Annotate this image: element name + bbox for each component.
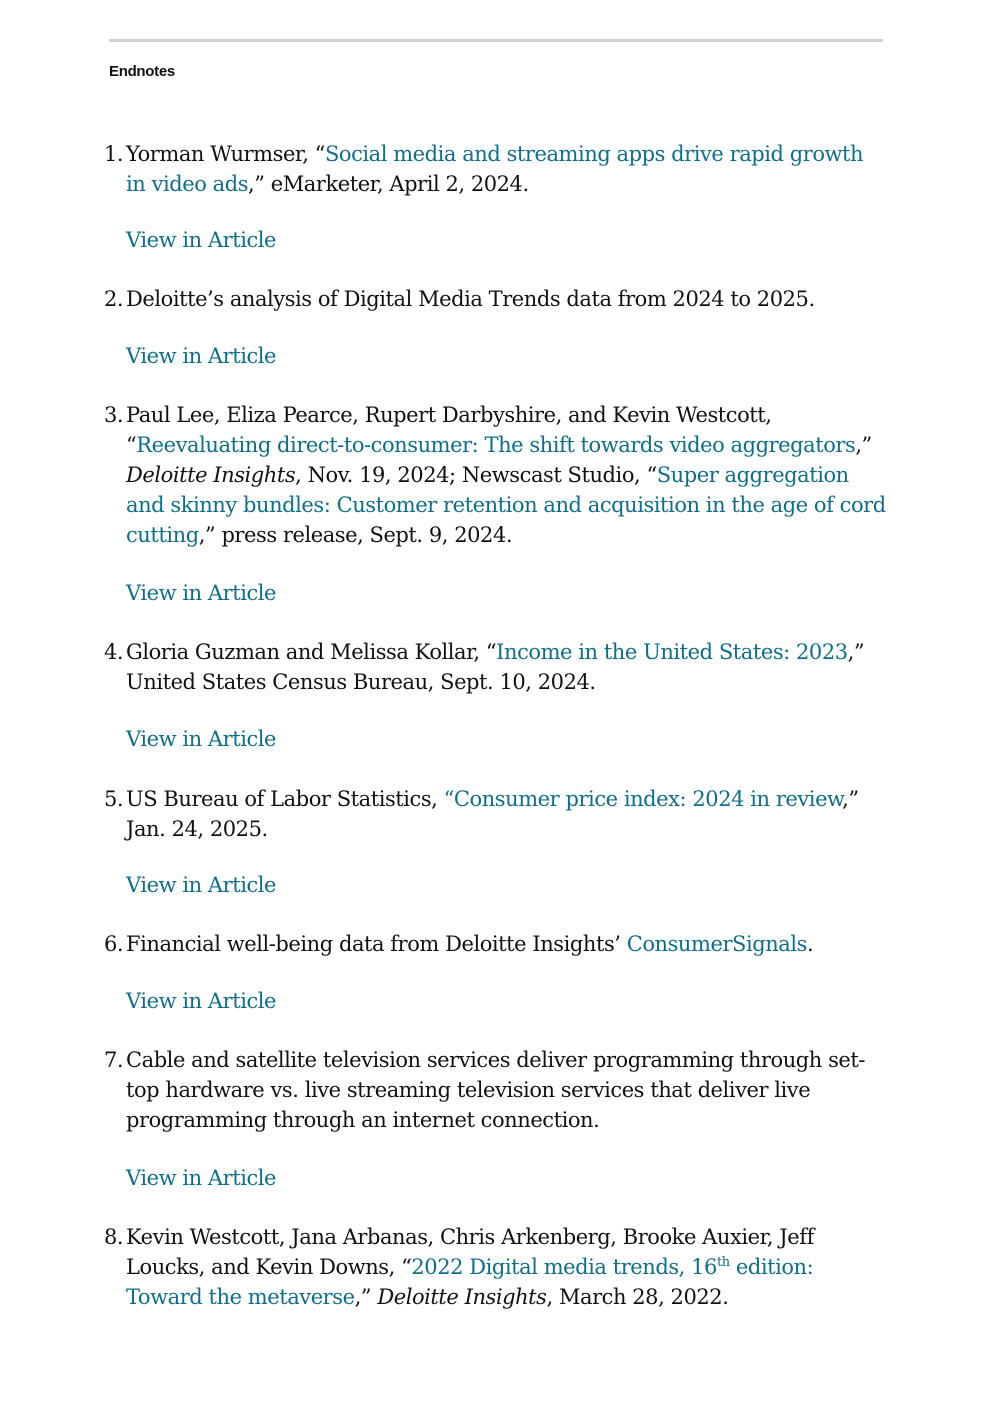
- view-in-article-link[interactable]: View in Article: [126, 228, 277, 252]
- endnote-8: [104, 1222, 886, 1312]
- endnote-number: 3.: [104, 403, 124, 427]
- endnote-text: ,” Jan. 24, 2025.: [126, 787, 859, 841]
- endnote-number: 7.: [104, 1048, 124, 1072]
- endnote-link-text: 2022 Digital media trends, 16: [411, 1255, 717, 1279]
- publication-title: Deloitte Insights: [377, 1285, 547, 1309]
- endnote-text: Kevin Westcott, Jana Arbanas, Chris Arkenberg, Brooke Auxier, Jeff Loucks, and Kevin Downs, “: [126, 1225, 814, 1279]
- view-in-article-link[interactable]: View in Article: [126, 989, 277, 1013]
- endnote-text: Yorman Wurmser, “: [126, 142, 325, 166]
- endnote-5: [104, 784, 886, 844]
- endnote-number: 1.: [104, 142, 124, 166]
- endnote-1: [104, 139, 886, 199]
- endnote-number: 6.: [104, 932, 124, 956]
- endnote-text: Deloitte’s analysis of Digital Media Trends data from 2024 to 2025.: [126, 287, 815, 311]
- endnote-text: ,”: [855, 433, 872, 457]
- endnote-number: 5.: [104, 787, 124, 811]
- endnote-text: ,” United States Census Bureau, Sept. 10, 2024.: [126, 640, 865, 694]
- top-divider: [109, 39, 883, 42]
- endnote-4: [104, 637, 886, 697]
- endnote-text: US Bureau of Labor Statistics,: [126, 787, 444, 811]
- endnote-text: ,” press release, Sept. 9, 2024.: [198, 523, 513, 547]
- endnote-3: [104, 400, 886, 550]
- view-in-article-link[interactable]: View in Article: [126, 1166, 277, 1190]
- view-in-article-link[interactable]: View in Article: [126, 581, 277, 605]
- endnote-text: , March 28, 2022.: [546, 1285, 729, 1309]
- endnote-link[interactable]: Income in the United States: 2023: [496, 640, 848, 664]
- endnote-text: , Nov. 19, 2024; Newscast Studio, “: [295, 463, 657, 487]
- endnote-text: Gloria Guzman and Melissa Kollar, “: [126, 640, 497, 664]
- endnote-text: ,”: [354, 1285, 378, 1309]
- endnote-text: .: [806, 932, 814, 956]
- endnote-link[interactable]: “Consumer price index: 2024 in review: [443, 787, 843, 811]
- endnote-text: Paul Lee, Eliza Pearce, Rupert Darbyshire, and Kevin Westcott, “: [126, 403, 772, 457]
- endnote-link[interactable]: Reevaluating direct-to-consumer: The shift towards video aggregators: [136, 433, 856, 457]
- endnote-number: 2.: [104, 287, 124, 311]
- ordinal-suffix: th: [716, 1255, 730, 1270]
- endnote-link[interactable]: Super aggregation and skinny bundles: Customer retention and acquisition in the age of cord cutting: [126, 463, 886, 547]
- publication-title: Deloitte Insights: [126, 463, 296, 487]
- endnote-2: [104, 284, 886, 314]
- endnote-link-text: edition: Toward the metaverse: [126, 1255, 814, 1309]
- view-in-article-link[interactable]: View in Article: [126, 727, 277, 751]
- endnote-7: [104, 1045, 886, 1135]
- endnote-link[interactable]: ConsumerSignals: [626, 932, 807, 956]
- endnote-text: Cable and satellite television services deliver programming through set-top hardware vs. live streaming television services that deliver live programming through an internet connection.: [126, 1048, 866, 1132]
- endnote-number: 8.: [104, 1225, 124, 1249]
- endnote-text: ,” eMarketer, April 2, 2024.: [248, 172, 529, 196]
- endnote-text: Financial well-being data from Deloitte Insights’: [126, 932, 627, 956]
- section-heading: Endnotes: [109, 63, 175, 80]
- endnote-number: 4.: [104, 640, 124, 664]
- endnote-6: [104, 929, 886, 959]
- endnote-link[interactable]: Social media and streaming apps drive rapid growth in video ads: [126, 142, 864, 196]
- view-in-article-link[interactable]: View in Article: [126, 873, 277, 897]
- view-in-article-link[interactable]: View in Article: [126, 344, 277, 368]
